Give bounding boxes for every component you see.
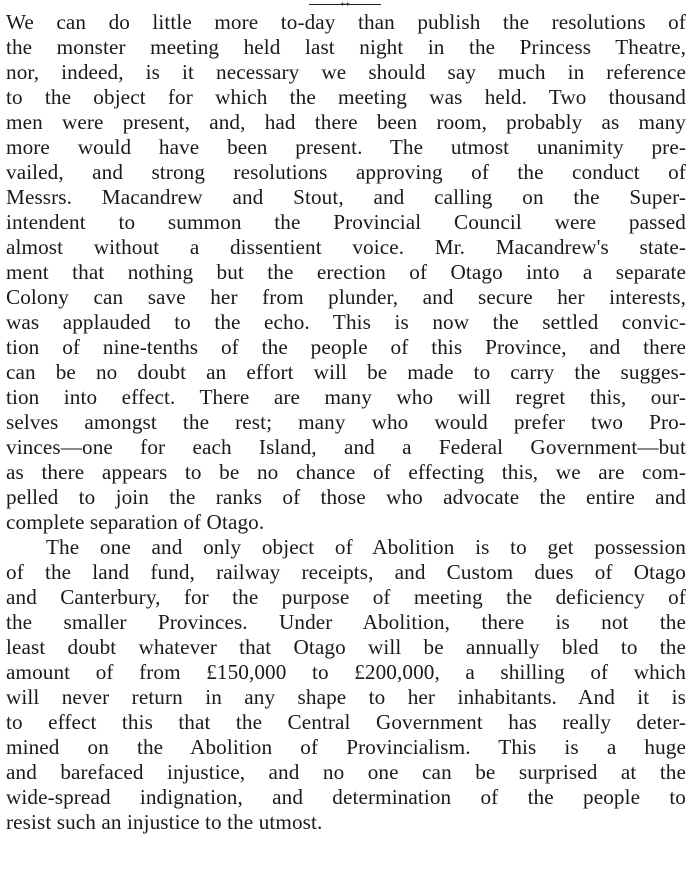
article-line: Colony can save her from plunder, and secure her interests,: [6, 285, 686, 309]
article-line: to the object for which the meeting was held. Two thousand: [6, 85, 686, 109]
article-line: and barefaced injustice, and no one can be surprised at the: [6, 760, 686, 784]
article-line: nor, indeed, is it necessary we should say much in reference: [6, 60, 686, 84]
article-line: of the land fund, railway receipts, and Custom dues of Otago: [6, 560, 686, 584]
article-line: selves amongst the rest; many who would prefer two Pro-: [6, 410, 686, 434]
article-line: was applauded to the echo. This is now the settled convic-: [6, 310, 686, 334]
article-line: resist such an injustice to the utmost.: [6, 810, 323, 834]
article-line: vinces—one for each Island, and a Federal Government—but: [6, 435, 686, 459]
article-line: tion into effect. There are many who will regret this, our-: [6, 385, 686, 409]
article-line: least doubt whatever that Otago will be annually bled to the: [6, 635, 686, 659]
article-line: mined on the Abolition of Provincialism. This is a huge: [6, 735, 686, 759]
article-line: wide-spread indignation, and determination of the people to: [6, 785, 686, 809]
article-line: amount of from £150,000 to £200,000, a shilling of which: [6, 660, 686, 684]
article-line: the monster meeting held last night in the Princess Theatre,: [6, 35, 686, 59]
article-line: complete separation of Otago.: [6, 510, 265, 534]
article-line: We can do little more to-day than publish the resolutions of: [6, 10, 686, 34]
article-line: as there appears to be no chance of effecting this, we are com-: [6, 460, 686, 484]
article-line: more would have been present. The utmost unanimity pre-: [6, 135, 686, 159]
article-line: men were present, and, had there been room, probably as many: [6, 110, 686, 134]
article-line: vailed, and strong resolutions approving of the conduct of: [6, 160, 686, 184]
article-line: The one and only object of Abolition is to get possession: [46, 535, 686, 559]
article-line: almost without a dissentient voice. Mr. Macandrew's state-: [6, 235, 686, 259]
article-line: and Canterbury, for the purpose of meeting the deficiency of: [6, 585, 686, 609]
article-line: ment that nothing but the erection of Otago into a separate: [6, 260, 686, 284]
article-line: can be no doubt an effort will be made to carry the sugges-: [6, 360, 686, 384]
section-divider-rule: [309, 0, 381, 9]
article-line: to effect this that the Central Government has really deter-: [6, 710, 686, 734]
article-line: pelled to join the ranks of those who advocate the entire and: [6, 485, 686, 509]
article-line: intendent to summon the Provincial Council were passed: [6, 210, 686, 234]
article-line: tion of nine-tenths of the people of this Province, and there: [6, 335, 686, 359]
article-line: will never return in any shape to her inhabitants. And it is: [6, 685, 686, 709]
article-line: Messrs. Macandrew and Stout, and calling on the Super-: [6, 185, 686, 209]
article-line: the smaller Provinces. Under Abolition, there is not the: [6, 610, 686, 634]
article-body: [6, 10, 686, 835]
divider-ornament: ++: [340, 0, 351, 9]
